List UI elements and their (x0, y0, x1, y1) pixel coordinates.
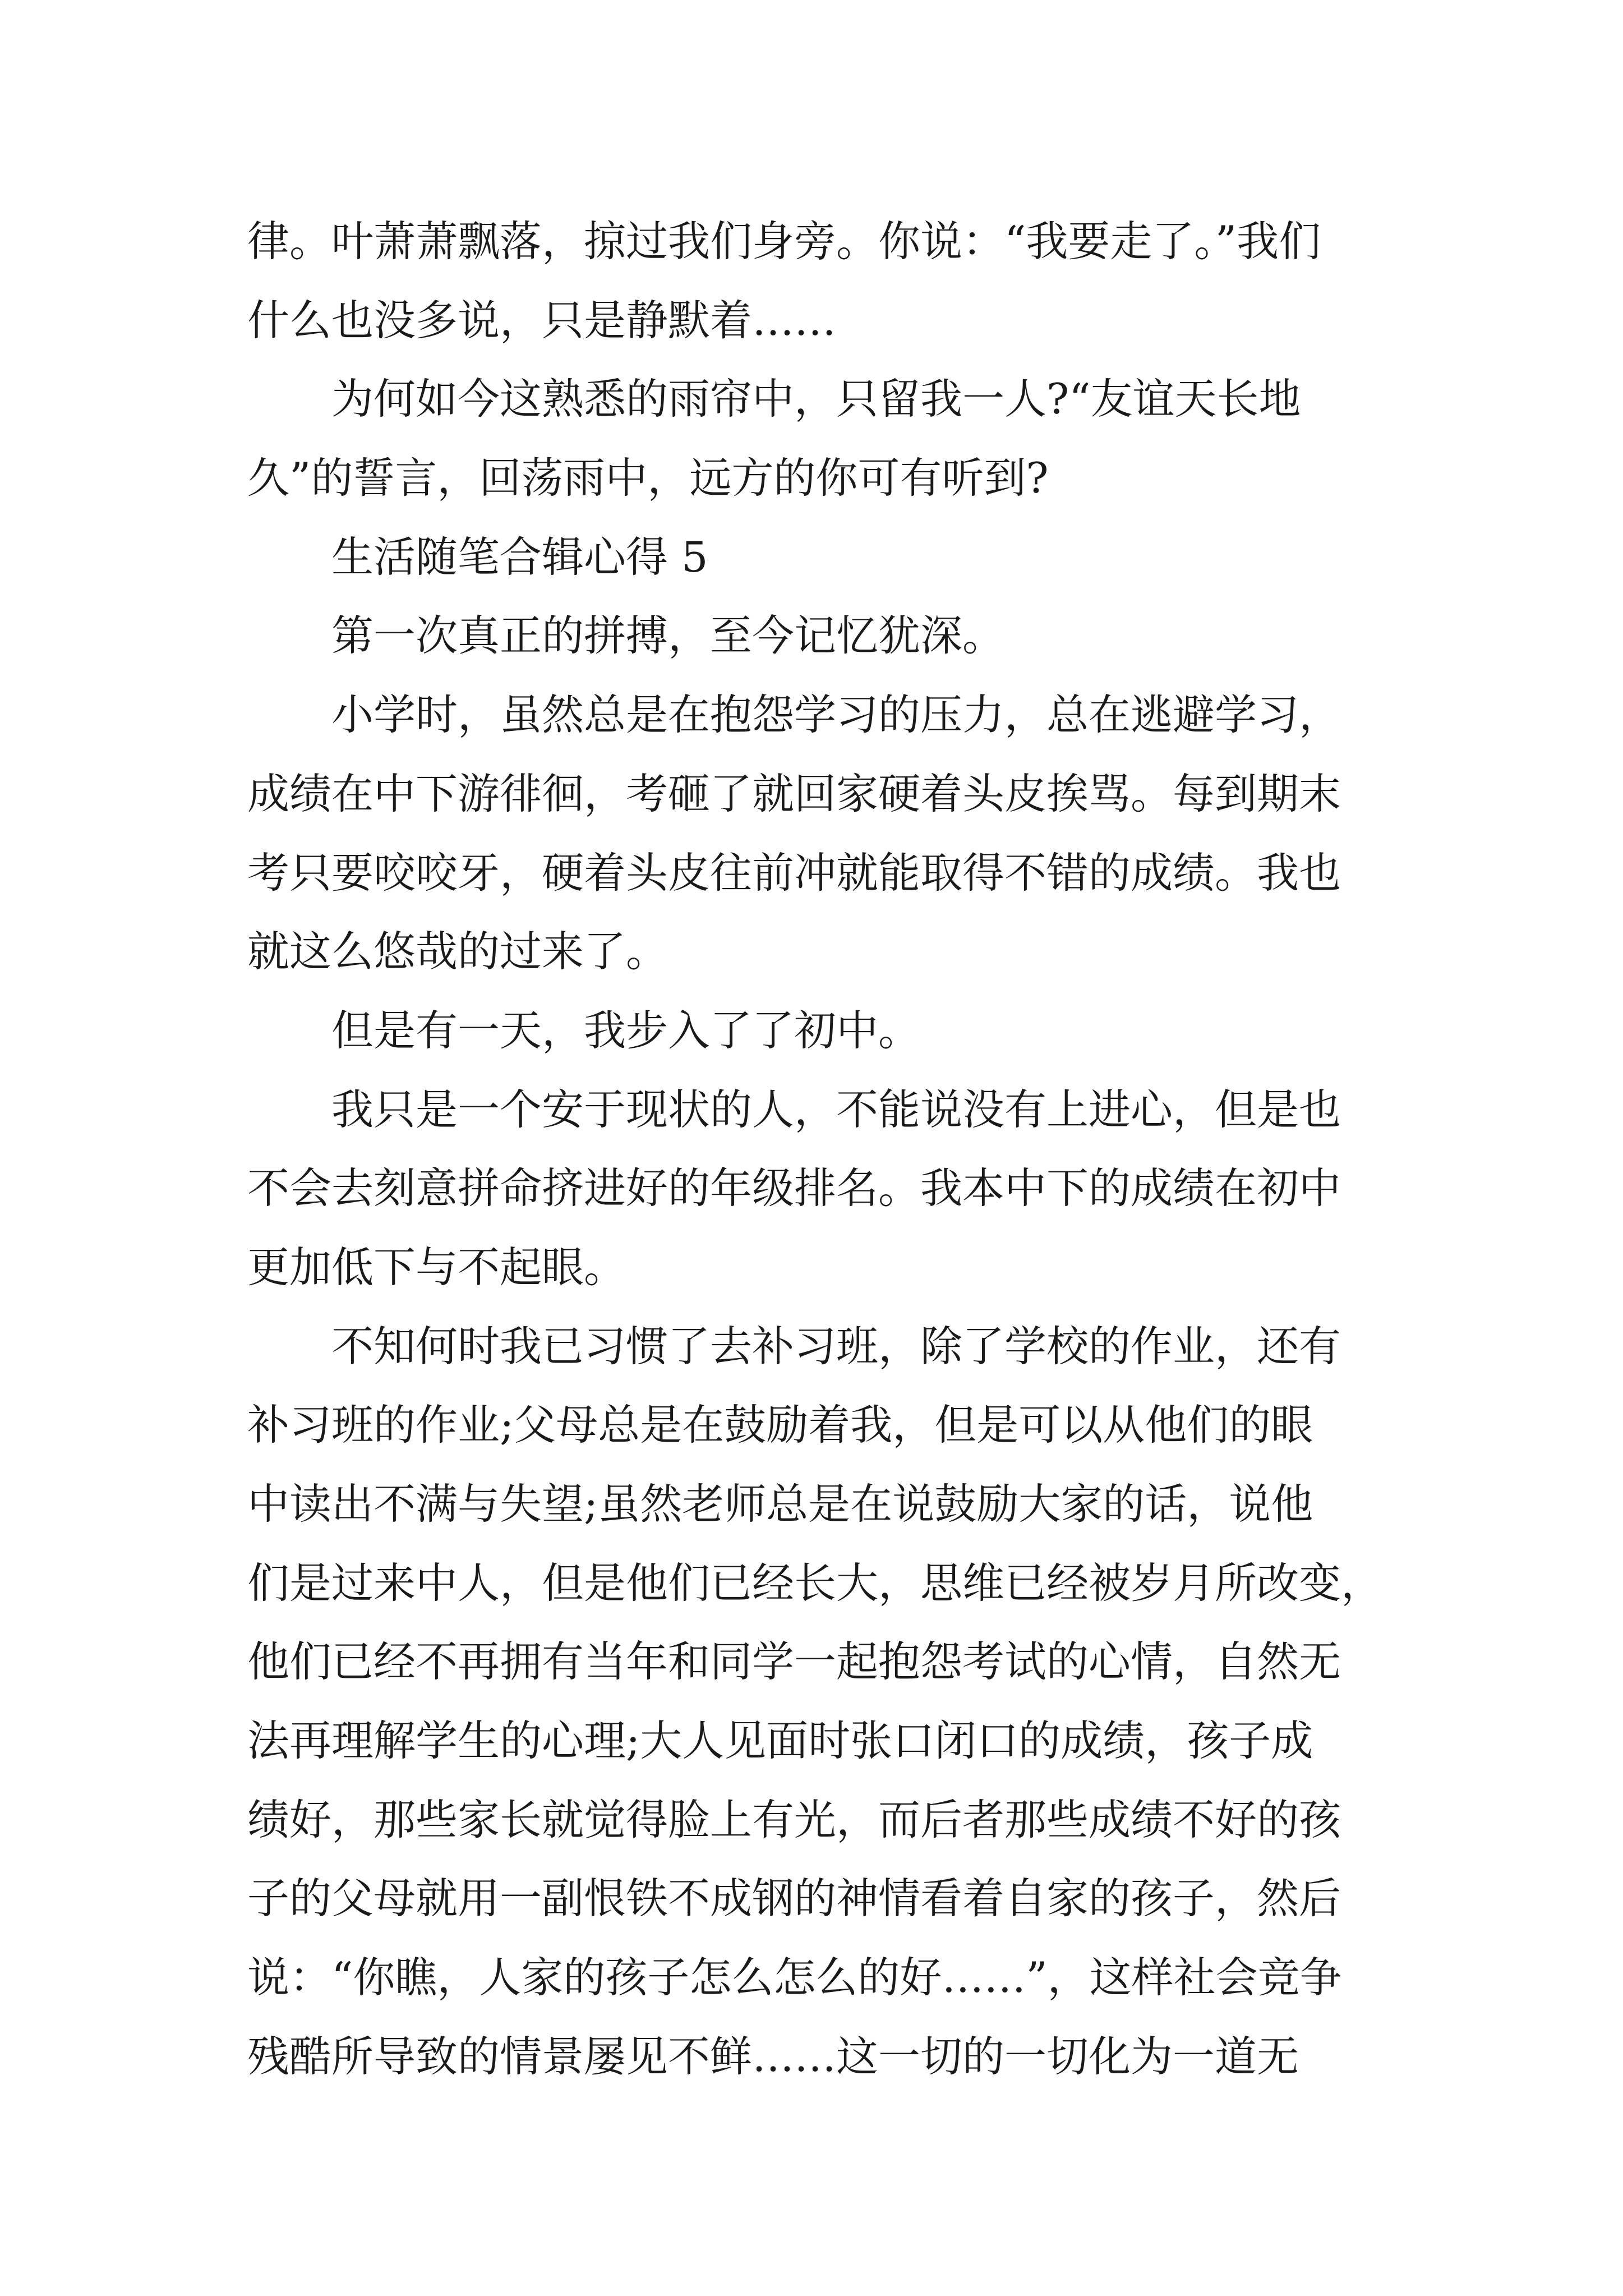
text-line: 为何如今这熟悉的雨帘中，只留我一人?“友谊天长地 (331, 374, 1301, 424)
text-line: 第一次真正的拼搏，至今记忆犹深。 (331, 611, 1005, 661)
text-line: 他们已经不再拥有当年和同学一起抱怨考试的心情，自然无 (247, 1637, 1341, 1687)
text-line: 绩好，那些家长就觉得脸上有光，而后者那些成绩不好的孩 (247, 1795, 1341, 1844)
text-line: 子的父母就用一副恨铁不成钢的神情看着自家的孩子，然后 (247, 1874, 1341, 1924)
text-line: 考只要咬咬牙，硬着头皮往前冲就能取得不错的成绩。我也 (247, 848, 1341, 898)
text-line: 不知何时我已习惯了去补习班，除了学校的作业，还有 (331, 1321, 1341, 1371)
text-line: 成绩在中下游徘徊，考砸了就回家硬着头皮挨骂。每到期末 (247, 769, 1341, 818)
text-line: 小学时，虽然总是在抱怨学习的压力，总在逃避学习， (331, 690, 1341, 740)
text-line: 说：“你瞧，人家的孩子怎么怎么的好……”，这样社会竞争 (247, 1953, 1342, 2003)
text-line: 久”的誓言，回荡雨中，远方的你可有听到? (247, 453, 1049, 503)
text-line: 中读出不满与失望;虽然老师总是在说鼓励大家的话，说他 (247, 1479, 1313, 1529)
text-line: 就这么悠哉的过来了。 (247, 927, 668, 977)
text-line: 更加低下与不起眼。 (247, 1242, 626, 1292)
text-line: 法再理解学生的心理;大人见面时张口闭口的成绩，孩子成 (247, 1716, 1313, 1766)
text-line: 什么也没多说，只是静默着…… (247, 295, 837, 345)
text-line: 们是过来中人，但是他们已经长大，思维已经被岁月所改变， (247, 1558, 1384, 1608)
text-line: 残酷所导致的情景屡见不鲜……这一切的一切化为一道无 (247, 2031, 1299, 2081)
document-body (247, 202, 1384, 2096)
text-line: 我只是一个安于现状的人，不能说没有上进心，但是也 (331, 1084, 1341, 1134)
text-line: 不会去刻意拼命挤进好的年级排名。我本中下的成绩在初中 (247, 1163, 1341, 1213)
section-heading: 生活随笔合辑心得 5 (331, 532, 708, 582)
text-line: 律。叶萧萧飘落，掠过我们身旁。你说：“我要走了。”我们 (247, 217, 1321, 266)
text-line: 补习班的作业;父母总是在鼓励着我，但是可以从他们的眼 (247, 1400, 1313, 1450)
text-line: 但是有一天，我步入了了初中。 (331, 1005, 921, 1055)
